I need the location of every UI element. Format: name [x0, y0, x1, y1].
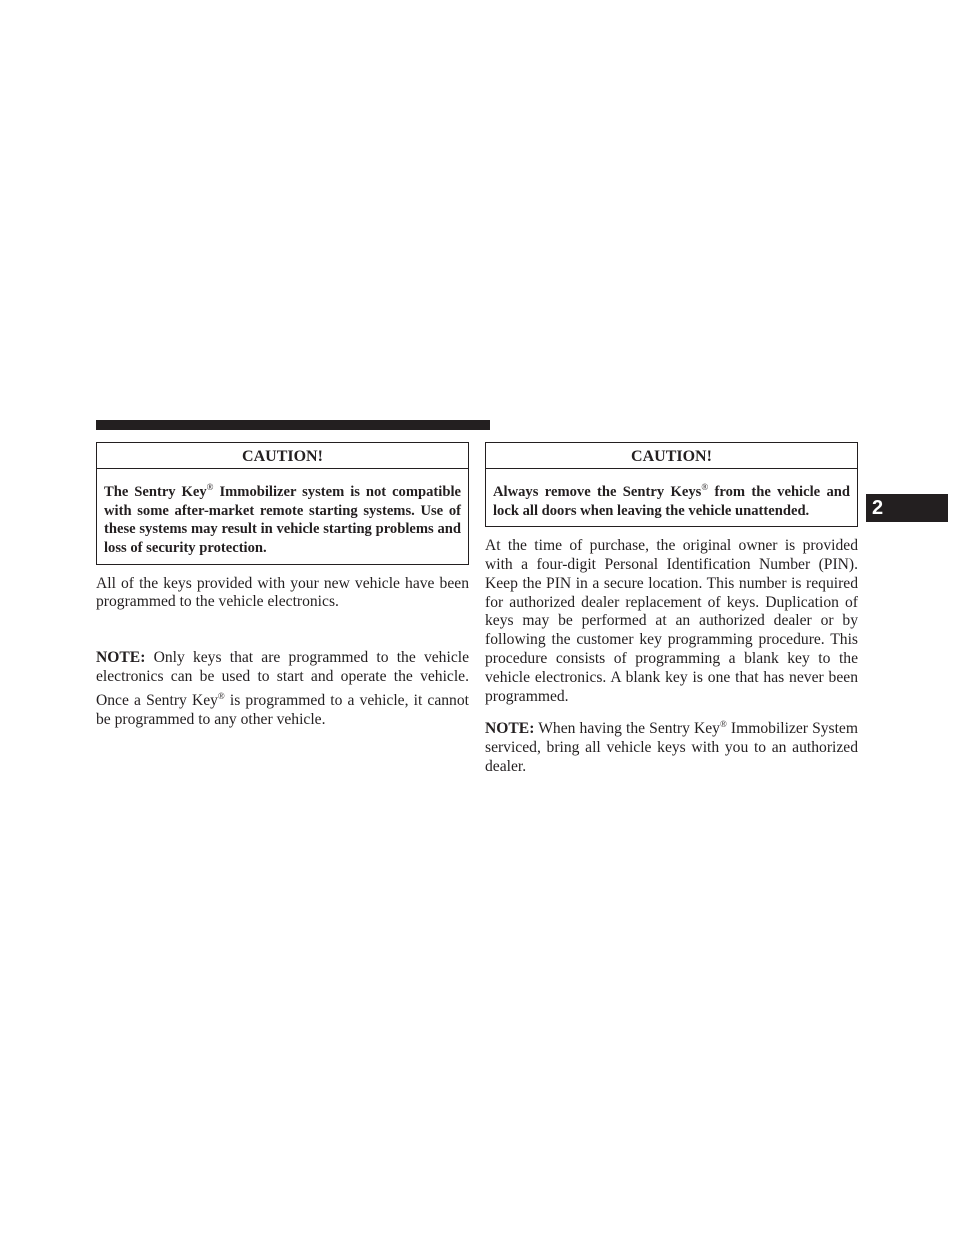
caution-text-end: Immobilizer system is not compatible with some after-market remote starting systems. Use of these systems may result in vehicle starting problems and loss of security protection.	[104, 483, 461, 556]
caution-heading: CAUTION!	[486, 443, 857, 469]
caution-heading: CAUTION!	[97, 443, 468, 469]
note-paragraph-right	[485, 715, 858, 777]
note-text-end: is programmed to a vehicle, it cannot be programmed to any other vehicle.	[96, 692, 469, 728]
registered-mark: ®	[206, 482, 214, 492]
note-text-end: Immobilizer System serviced, bring all vehicle keys with you to an authorized dealer.	[485, 720, 858, 776]
chapter-tab: 2	[866, 494, 948, 522]
note-label: NOTE:	[96, 649, 146, 667]
left-column	[96, 442, 469, 730]
registered-mark: ®	[217, 690, 225, 701]
caution-text-start: The Sentry Key	[104, 483, 207, 500]
keys-programmed-paragraph: All of the keys provided with your new vehicle have been programmed to the vehicle electronics.	[96, 574, 469, 611]
caution-text	[486, 469, 857, 526]
caution-text-end: from the vehicle and lock all doors when leaving the vehicle unattended.	[493, 483, 850, 519]
caution-text	[97, 469, 468, 564]
note-paragraph-left	[96, 649, 469, 729]
caution-box-right	[485, 442, 858, 527]
right-column	[485, 442, 858, 777]
caution-box-left	[96, 442, 469, 565]
registered-mark: ®	[701, 482, 709, 492]
pin-paragraph: At the time of purchase, the original owner is provided with a four-digit Personal Identification Number (PIN). Keep the PIN in a secure location. This number is required for authorized dealer replacement of keys. Duplication of keys may be performed at an authorized dealer or by following the customer key programming procedure. This procedure consists of programming a blank key to the vehicle electronics. A blank key is one that has never been programmed.	[485, 537, 858, 705]
note-label: NOTE:	[485, 720, 535, 738]
caution-text-start: Always remove the Sentry Keys	[493, 483, 702, 500]
registered-mark: ®	[719, 719, 727, 730]
section-top-rule	[96, 420, 490, 430]
note-text-start: When having the Sentry Key	[534, 720, 720, 738]
note-text-start: Only keys that are programmed to the vehicle electronics can be used to start and operate the vehicle. Once a Sentry Key	[96, 649, 469, 710]
